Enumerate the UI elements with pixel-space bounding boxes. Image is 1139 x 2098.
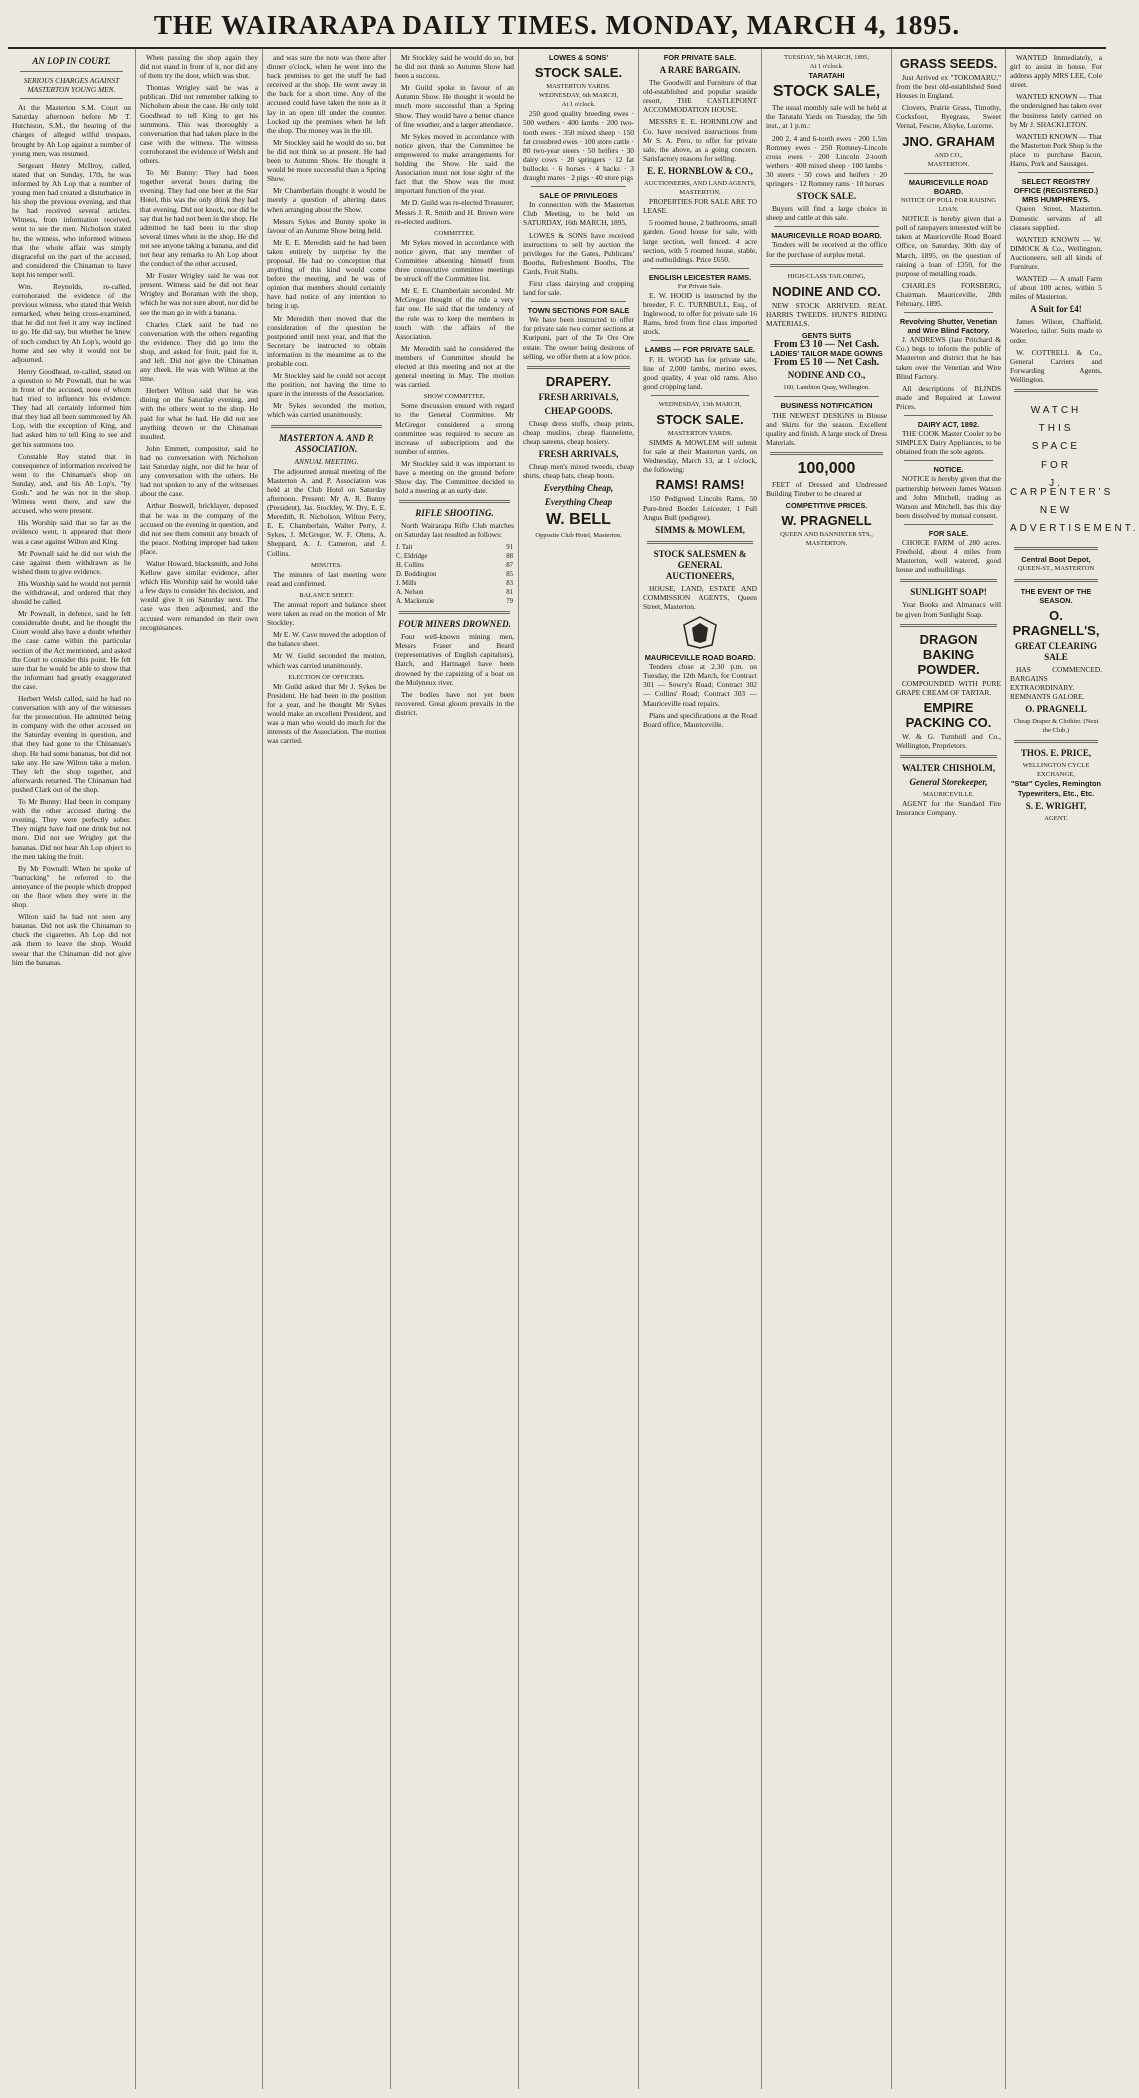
ad-heading: GENTS SUITS — [801, 330, 852, 340]
ad-heading: MAURICEVILLE ROAD BOARD. — [771, 231, 882, 241]
article-paragraph: Mr D. Guild was re-elected Treasurer; Messrs J. R. Smith and H. Brown were re-elected auditors. — [395, 198, 514, 226]
ad-paragraph: Buyers will find a large choice in sheep and cattle at this sale. — [766, 204, 887, 223]
agent-name: E. E. HORNBLOW & CO., — [647, 165, 753, 176]
shooter-name: H. Collins — [396, 561, 424, 569]
ad-heading: TARATAHI — [808, 71, 845, 81]
article-paragraph: Mr Sykes moved in accordance with notice given, that any member of Committee absenting himself from three consecutive committee meetings be struck off the Committee list. — [395, 237, 514, 284]
article-paragraph: The adjourned annual meeting of the Masterton A. and P. Association was held at the Club Hotel on Saturday afternoon. Present: Mr A. R. Bunny (President), Jas. Stockley, W. Dry, E. E. Meredith, R. Nicholson, Wilton Perry, E. E. Chamberlain, Walter Perry, J. Sykes, J. McGregor, W. F. Ohms, A. Sheppard, A. J. Cameron, and J. Collins. — [267, 466, 386, 558]
article-paragraph: Constable Roy stated that in consequence of information received he went to the Chinaman's shop on Sunday, and, and his Ah Lop's, "by Gosh." and he was not in the shop. Witness went there, and saw the accused, who were present. — [12, 451, 131, 516]
column-8 — [892, 49, 1006, 2089]
miners-headline: FOUR MINERS DROWNED. — [398, 619, 511, 630]
ad-heading: FOR PRIVATE SALE. — [663, 53, 737, 62]
classified-ad: WANTED KNOWN — That the undersigned has taken over the business lately carried on by Mr J. SHACKLETON. — [1010, 92, 1102, 129]
ad-paragraph: The Goodwill and Furniture of that old-established and popular seaside resort, THE CASTLEPOINT ACCOMMODATION HOUSE. — [643, 78, 757, 115]
column-3 — [263, 49, 391, 2089]
article-paragraph: Mr Pownall said he did not wish the case against them withdrawn as he wished them to give evidence. — [12, 548, 131, 576]
draper-name: O. PRAGNELL'S, — [1012, 607, 1100, 638]
column-9 — [1006, 49, 1139, 2089]
ad-subheading: MASTERTON. — [927, 160, 970, 168]
rifle-score-row — [395, 579, 514, 588]
article-paragraph: To Mr Bunny: They had been together several hours during the evening. They had one beer at the Star Hotel, this was the only drink they had that evening. Did not knock, nor did he say that he had not been in the shop. He admitted he had been in the shop several times when in the shop. He did not see anyone taking a banana, and did not hear any remarks to Ah Lop about the conduct of the other accused. — [140, 168, 258, 269]
annual-meeting-subhead: ANNUAL MEETING. — [294, 456, 359, 466]
classified-ad: WANTED — A small Farm of about 100 acres, within 5 miles of Masterton. — [1010, 274, 1102, 302]
agent-name: STOCK SALESMEN & GENERAL AUCTIONEERS, — [653, 548, 747, 581]
ad-heading: General Storekeeper, — [909, 776, 988, 787]
grass-seeds-heading: GRASS SEEDS. — [899, 56, 998, 71]
classified-ad: James Wilson, Chaffield, Waterloo, tailor. Suits made to order. — [1010, 317, 1102, 345]
ad-paragraph: HOUSE, LAND, ESTATE AND COMMISSION AGENTS, Queen Street, Masterton. — [643, 583, 757, 611]
article-paragraph: Four well-known mining men, Messrs Fraser and Beard (representatives of English capitalists), Hatch, and Hartnagel have been drowned by the capsizing of a boat on the Molyneux river. — [395, 632, 514, 687]
rifle-score-row — [395, 570, 514, 579]
shooter-name: J. Tait — [396, 543, 413, 551]
divider — [651, 268, 749, 269]
divider — [651, 395, 749, 396]
divider — [900, 624, 997, 627]
ad-paragraph: Tenders close at 2.30 p.m. on Tuesday, the 12th March, for Contract 301 — Sowry's Road; Contract 302 — Collins' Road; Contract 303 — Mauriceville road repairs. — [643, 662, 757, 708]
shooter-name: C. Eldridge — [396, 552, 428, 560]
ad-paragraph: J. ANDREWS (late Pritchard & Co.) begs to inform the public of Masterton and district that he has taken over the Venetian and Wire Blind Factory. — [896, 335, 1001, 381]
divider — [1018, 172, 1094, 173]
ad-paragraph: FEET of Dressed and Undressed Building Timber to be cleared at — [766, 479, 887, 498]
ad-subheading: MASTERTON YARDS. — [667, 430, 733, 437]
article-paragraph: His Worship said he would not permit the withdrawal, and ordered that they should be called. — [12, 578, 131, 607]
ad-heading: "Star" Cycles, Remington Typewriters, Etc., Etc. — [1011, 779, 1101, 798]
ad-subheading: MASTERTON YARDS. — [546, 83, 611, 91]
article-paragraph: Mr E. W. Cave moved the adoption of the balance sheet. — [267, 630, 386, 649]
ad-paragraph: All descriptions of BLINDS made and Repaired at Lowest Prices. — [896, 383, 1001, 411]
shooter-score: 88 — [506, 552, 513, 560]
divider — [271, 425, 382, 428]
ad-subheading: HIGH-CLASS TAILORING, — [787, 272, 866, 280]
article-paragraph: Mr Meredith then moved that the consideration of the question be postponed until next year, and that the Secretary be instructed to obtain information in the meantime as to the probable cost. — [267, 313, 386, 368]
article-paragraph: Mr Sykes moved in accordance with notice given, that the Committee be empowered to make arrangements for holding the Show. He said the Association must not lose sight of the fact that the Show was the most important function of the year. — [395, 131, 514, 196]
association-headline: MASTERTON A. AND P. ASSOCIATION. — [279, 432, 374, 454]
masthead: THE WAIRARAPA DAILY TIMES. MONDAY, MARCH 4, 1895. — [8, 6, 1106, 49]
ad-heading: ENGLISH LEICESTER RAMS. — [648, 272, 752, 282]
article-paragraph: To Mr Bunny: Had been in company with the other accused during the evening. They were perfectly sober. They might have had one drink but not more. Did not see Wrigley get the bananas. Did not hear Ah Lop object to the men taking the fruit. — [12, 797, 131, 861]
baking-powder-heading: DRAGON BAKING POWDER. — [917, 631, 980, 677]
spaced-word: ADVERTISEMENT. — [1010, 523, 1139, 535]
rifle-headline: RIFLE SHOOTING. — [415, 508, 494, 519]
shooter-score: 91 — [506, 543, 513, 551]
ad-paragraph: Tenders will be received at the office for the purchase of surplus metal. — [766, 240, 887, 259]
divider — [531, 186, 626, 187]
divider — [904, 312, 993, 313]
ad-heading: TOWN SECTIONS FOR SALE — [527, 306, 630, 316]
ad-paragraph: 5 roomed house, 2 bathrooms, small garden. Good house for sale, with large section, well fenced. 4 acre section, with 5 roomed house, stable, and outbuildings. Price £650. — [643, 218, 757, 264]
ad-paragraph: W. & G. Turnbull and Co., Wellington, Proprietors. — [896, 731, 1001, 750]
rifle-scores-table — [395, 543, 514, 607]
column-2 — [136, 49, 263, 2089]
ad-paragraph: Clovers, Prairie Grass, Timothy, Cocksfoot, Ryegrass, Sweet Vernal, Fescue, Alsyke, Lucerne. — [896, 103, 1001, 131]
court-headline: AN LOP IN COURT. — [32, 56, 111, 66]
article-paragraph: Mr Stockley said he would do so, but he did not think so Autumn Show had been a success. — [395, 53, 514, 81]
rifle-score-row — [395, 597, 514, 606]
article-paragraph: Messrs Sykes and Bunny spoke in favour of an Autumn Show being held. — [267, 216, 386, 235]
classified-ad: Queen Street, Masterton. Domestic servants of all classes supplied. — [1010, 204, 1102, 232]
rifle-score-row — [395, 561, 514, 570]
ad-heading: FRESH ARRIVALS, — [538, 449, 619, 459]
classified-ad: WANTED Immediately, a girl to assist in house. For address apply MRS LEE, Cole street. — [1010, 53, 1102, 90]
stock-entries: 250 good quality breeding ewes · 500 wethers · 400 lambs · 200 two-tooth ewes · 350 mixed sheep · 150 fat crossbred ewes · 100 store cattle · 80 two-year steers · 50 heifers · 30 dairy cows · 20 springers · 12 fat bullocks · 6 horses · 4 hacks · 3 draught mares · 2 pigs · 40 store pigs — [523, 109, 634, 183]
article-paragraph: Sergeant Henry McIlroy, called, stated that on Sunday, 17th, he was informed by Ah Lop that a number of young men had created a disturbance in his shop the previous evening, and that he had received several articles. Witness, from information received, went to see the men. Nicholson stated he, the witness, who informed witness that the whole affair was simply disgraceful on the part of the accused, and considered the Chinaman to have kept his temper well. — [12, 160, 131, 279]
ad-paragraph: E. W. HOOD is instructed by the breeder, F. C. TURNBULL, Esq., of Inglewood, to offer for private sale 16 Rams, bred from first class imported stock. — [643, 290, 757, 337]
advertiser-name: S. E. WRIGHT, — [1025, 800, 1087, 811]
crest-icon — [680, 615, 720, 649]
ad-paragraph: NOTICE is hereby given that the partnership between James Watson and John Mitchell, trading as Watson and Mitchell, has this day been dissolved by mutual consent. — [896, 474, 1001, 520]
suit-heading: A Suit for £4! — [1030, 304, 1082, 315]
price-display: From £5 10 — Net Cash. — [773, 357, 880, 369]
column-4 — [391, 49, 519, 2089]
divider — [774, 396, 879, 397]
divider — [770, 452, 883, 455]
spaced-word: WATCH — [1030, 405, 1082, 416]
ad-paragraph: Just Arrived ex "TOKOMARU," from the best old-established Seed Houses in England. — [896, 73, 1001, 101]
ad-paragraph: The usual monthly sale will be held at the Taratahi Yards on Tuesday, the 5th inst., at 1 p.m.: — [766, 103, 887, 131]
ad-subheading: WEDNESDAY, 13th MARCH, — [658, 400, 742, 408]
storekeeper-name: WALTER CHISHOLM, — [901, 762, 996, 773]
rifle-score-row — [395, 552, 514, 561]
ad-subheading: MASTERTON. — [679, 189, 721, 197]
ad-subheading: TUESDAY, 5th MARCH, 1895, — [784, 54, 869, 61]
article-paragraph: Thomas Wrigley said he was a publican. Did not remember talking to Nicholson about the case. He only told Goodhead to tell King to get his summons. This was thoroughly a conversation that had taken place in the case with the witness. The witness corroborated the evidence of Welsh and others. — [140, 83, 258, 166]
article-paragraph: Walter Howard, blacksmith, and John Kellow gave similar evidence, after which His Worship said he would take a few days to consider his decision, and would give it on Saturday next. The case was then adjourned, and the accused were remanded on their own recognisances. — [140, 558, 258, 632]
ad-paragraph: Cheap men's mixed tweeds, cheap shirts, cheap hats, cheap boots. — [523, 462, 634, 481]
ad-heading: LOWES & SONS' — [548, 53, 609, 62]
shooter-name: A. Mackenzie — [396, 598, 435, 606]
drapery-heading: DRAPERY. — [545, 373, 612, 389]
tailor-address: 160, Lambton Quay, Wellington. — [783, 384, 870, 392]
ad-heading: CHEAP GOODS. — [544, 405, 613, 416]
ad-subheading: QUEEN-ST., MASTERTON — [1017, 565, 1095, 573]
article-paragraph: The minutes of last meeting were read and confirmed. — [267, 569, 386, 588]
column-7 — [762, 49, 892, 2089]
ad-paragraph: We have been instructed to offer for private sale two corner sections at Kuripuni, part of the Te Ore Ore estate. The owner being desirous of selling, we offer them at a low price. — [523, 315, 634, 361]
spaced-word: THIS — [1038, 423, 1074, 435]
divider — [904, 524, 993, 525]
ad-paragraph: 150 Pedigreed Lincoln Rams, 50 Pure-bred Border Leicester, 1 Full Angus Bull (pedigree). — [643, 494, 757, 522]
price-display: From £3 10 — Net Cash. — [773, 339, 880, 351]
ad-heading: Everything Cheap, — [543, 483, 614, 494]
ad-heading: FOR SALE. — [928, 528, 969, 538]
stock-sale-heading: STOCK SALE, — [772, 83, 881, 101]
classified-ad: W. COTTRELL & Co., General Carriers and Forwarding Agents, Wellington. — [1010, 347, 1102, 384]
column-6 — [639, 49, 762, 2089]
ad-subheading: At 1 o'clock. — [561, 101, 596, 109]
article-paragraph: Herbert Wilton said that he was dining on the Saturday evening, and with the others went to the shop. He paid for what he had. He did not see anything thrown or the Chinaman insulted. — [140, 386, 258, 441]
advertiser-name: THOS. E. PRICE, — [1020, 748, 1092, 759]
ad-paragraph: CHARLES FORSBERG, Chairman. Mauriceville, 28th February, 1895. — [896, 280, 1001, 308]
timber-quantity: 100,000 — [797, 459, 856, 477]
section-label: ELECTION OF OFFICERS. — [288, 673, 365, 681]
stock-entries: 200 2, 4 and 6-tooth ewes · 200 1.5m Romney ewes · 250 Romney-Lincoln cross ewes · 200 Lincoln 2-tooth wethers · 400 mixed sheep · 100 lambs · 30 steers · 50 cows and heifers · 20 springers · 12 Romney rams · 10 horses — [766, 133, 887, 189]
ad-paragraph: SIMMS & MOWLEM will submit for sale at their Masterton yards, on Wednesday, March 13, at 1 o'clock, the following: — [643, 438, 757, 475]
ad-heading: THE EVENT OF THE SEASON. — [1020, 586, 1092, 605]
article-paragraph: When passing the shop again they did not stand in front of it, nor did any of them try the door, which was shut. — [140, 53, 258, 81]
classified-ad: WANTED KNOWN — W. DIMOCK & Co., Wellington, Auctioneers, sell all kinds of Furniture. — [1010, 234, 1102, 271]
article-paragraph: Mr W. Guild seconded the motion, which was carried unanimously. — [267, 651, 386, 670]
ad-subheading: AND CO., — [934, 151, 963, 159]
divider — [904, 415, 993, 416]
ad-heading: STOCK SALE. — [796, 191, 857, 202]
article-paragraph: and was sure the note was there after dinner o'clock, when he went into the back premises to get the stuff he had received at the shop. He went away in the back for a short time. Any of the accused could have taken the note as it lay in an open till under the counter. Locked up the premises when he left the shop. The money was in the till. — [267, 53, 386, 135]
spaced-word: FOR — [1040, 459, 1072, 471]
section-label: MINUTES. — [311, 561, 342, 569]
rifle-score-row — [395, 543, 514, 552]
divider — [527, 366, 630, 369]
packing-co-heading: EMPIRE PACKING CO. — [905, 699, 992, 730]
shooter-score: 83 — [506, 579, 513, 587]
divider — [1014, 579, 1098, 582]
article-paragraph: Mr Guild spoke in favour of an Autumn Show. He thought it would be much more successful than a Spring Show. They would have a better chance of fine weather, and a larger attendance. — [395, 83, 514, 129]
ad-heading: DAIRY ACT, 1892. — [917, 420, 980, 429]
advertiser-address: QUEEN AND BANNISTER STS., MASTERTON. — [780, 531, 873, 548]
ad-paragraph: LOWES & SONS have received instructions to sell by auction the privileges for the Gates, Publicans' Booths, Refreshment Booths, The Cards, Fruit Stalls. — [523, 230, 634, 276]
ad-subheading: For Private Sale. — [677, 282, 723, 290]
article-paragraph: Mr Stockley said he could not accept the position, not having the time to spare in the interests of the Association. — [267, 371, 386, 399]
ad-paragraph: NEW STOCK ARRIVED. REAL HARRIS TWEEDS. HUNT'S RIDING MATERIALS. — [766, 300, 887, 328]
ad-heading: FRESH ARRIVALS, — [538, 391, 619, 402]
tailor-name: NODINE AND CO. — [772, 283, 881, 299]
article-paragraph: Charles Clark said he had no conversation with the others regarding the evidence. They did go into the shop, and asked for fruit, paid for it, and left. Did not give the Chinaman any cheek. He was with Wilton at the time. — [140, 319, 258, 384]
divider — [774, 226, 879, 227]
article-paragraph: John Emmett, compositor, said he had no conversation with Nicholson last Saturday night, nor did he hear of any conversation with the others. He had not spoken to any of the witnesses about the case. — [140, 443, 258, 499]
ad-paragraph: AGENT for the Standard Fire Insurance Company. — [896, 799, 1001, 818]
ad-subheading: AGENT. — [1044, 814, 1068, 822]
spaced-word: NEW — [1039, 505, 1073, 517]
divider — [904, 173, 993, 174]
article-paragraph: Wm. Reynolds, re-called, corroborated the evidence of the previous witness, who stated that Welsh remarked, when being cross-examined, that he did not feel it any way inclined to go. He did say, but whether he knew of such conduct by Ah Lop's, would go home and see why it would not be adjourned. — [12, 281, 131, 364]
advertiser-name: W. PRAGNELL — [781, 513, 872, 529]
advertiser-name: W. BELL — [546, 511, 611, 529]
article-paragraph: By Mr Pownall: When he spoke of "barracking" he referred to the annoyance of the people which dropped on the floor when they were in the shop. — [12, 863, 131, 910]
divider — [20, 71, 123, 72]
ad-paragraph: COMPOUNDED WITH PURE GRAPE CREAM OF TARTAR. — [896, 678, 1001, 697]
divider — [900, 755, 997, 758]
ad-heading: Central Boot Depot, — [1021, 555, 1091, 565]
ad-paragraph: NOTICE is hereby given that a poll of ratepayers interested will be taken at Mauriceville Road Board Office, on Saturday, 30th day of March, 1895, on the question of raising a loan of £350, for the purpose of metalling roads. — [896, 214, 1001, 278]
rams-heading: RAMS! RAMS! — [655, 477, 745, 493]
soap-heading: SUNLIGHT SOAP! — [910, 587, 987, 598]
spaced-word: J. CARPENTER'S — [1010, 477, 1114, 498]
divider — [20, 98, 123, 99]
shooter-name: D. Boddington — [396, 570, 437, 578]
divider — [770, 264, 883, 267]
ad-subheading: WEDNESDAY, 6th MARCH, — [538, 92, 619, 100]
article-paragraph: Henry Goodhead, re-called, stated on a question to Mr Pownall, that he was in front of the accused, none of whom had tried to influence his evidence. They had all certainly informed him that they had all been summoned by Ah Lop, with the exception of King, and had asked him to tell King to see and get his summons too. — [12, 366, 131, 449]
divider — [399, 611, 510, 614]
ad-heading: Everything Cheap — [544, 497, 613, 508]
ad-subheading: Cheap Draper & Clothier. (Next the Club.) — [1013, 718, 1099, 735]
ad-paragraph: MESSRS E. E. HORNBLOW and Co. have received instructions from Mr S. A. Pero, to offer for private sale, the above, as a going concern. Satisfactory reasons for selling. — [643, 117, 757, 163]
ad-paragraph: PROPERTIES FOR SALE ARE TO LEASE. — [643, 197, 757, 216]
article-paragraph: Mr Guild asked that Mr J. Sykes be President. He had been in the position for a year, and he thought Mr Sykes would make an excellent President, and was a man who would do much for the interests of the Association. The motion was carried. — [267, 681, 386, 746]
agent-name: SIMMS & MOWLEM, — [655, 524, 745, 535]
ad-heading: SELECT REGISTRY OFFICE (REGISTERED.) MRS HUMPHREYS. — [1013, 177, 1099, 205]
divider — [1014, 389, 1098, 392]
ad-heading: BUSINESS NOTIFICATION — [780, 401, 873, 411]
divider — [647, 541, 753, 544]
article-paragraph: Herbert Welsh called, said he had no conversation with any of the witnesses for the prosecution. He admitted being in company with the other accused on the Saturday evening in question, and that they had gone to the Chinaman's shop. He had some bananas, but did not take any. He saw Wilton take a melon. They left the shop together, and afterwards returned. The Chinaman had pushed Clark out of the shop. — [12, 694, 131, 794]
article-paragraph: Mr E. E. Chamberlain seconded. Mr McGregor thought of the rule a very fair one. He said that the tendency of the rule was to keep the members in touch with the affairs of the Association. — [395, 286, 514, 341]
divider — [399, 500, 510, 503]
article-paragraph: Mr Foster Wrigley said he was not present. Witness said he did not hear Wrigley and Boraman with the shop, which he was not sure about, nor did he see the man go in with a banana. — [140, 271, 258, 317]
ad-heading: MAURICEVILLE ROAD BOARD. — [644, 653, 756, 663]
article-paragraph: Mr Pownall, in defence, said he felt considerable doubt, and he thought the Court would also have a doubt whether the case came within the particular section of the Act mentioned, and asked the Court to consider this point. He felt sure that he would be able to show that the informant had greatly exaggerated the case. — [12, 609, 131, 691]
section-label: COMMITTEE. — [434, 229, 475, 237]
ad-heading: NOTICE. — [933, 465, 964, 475]
article-paragraph: Mr E. E. Meredith said he had been taken entirely by surprise by the proposal. He had no conception that anything of this kind would come before the meeting, and he was of opinion that members should certainly have had notice of any intention to bring it up. — [267, 237, 386, 311]
ad-heading: LAMBS — FOR PRIVATE SALE. — [644, 345, 756, 355]
spaced-word: SPACE — [1031, 441, 1081, 453]
ad-heading: COMPETITIVE PRICES. — [785, 501, 868, 511]
article-paragraph: Wilton said he had not seen any bananas. Did not ask the Chinaman to chuck the cigarettes. Ah Lop did not ask them to leave the shop. Would swear that the Chinaman did not give him the bananas. — [12, 912, 131, 967]
ad-paragraph: THE COOK Master Cooler to be SIMPLEX Dairy Appliances, to be obtained from the sole agents. — [896, 429, 1001, 457]
shooter-name: J. Mills — [396, 579, 417, 587]
article-paragraph: North Wairarapa Rifle Club matches on Saturday last resulted as follows: — [395, 521, 514, 540]
shooter-score: 87 — [506, 561, 513, 569]
ad-paragraph: First class dairying and cropping land for sale. — [523, 278, 634, 298]
stock-sale-heading: STOCK SALE. — [656, 412, 744, 427]
divider — [651, 340, 749, 341]
shooter-name: A. Nelson — [396, 588, 424, 596]
classified-ad: HAS COMMENCED. BARGAINS EXTRAORDINARY. REMNANTS GALORE. — [1010, 664, 1102, 701]
ad-heading: SALE OF PRIVILEGES — [539, 191, 618, 201]
article-paragraph: Arthur Boswell, bricklayer, deposed that he was in the company of the accused on the evening in question, and did not see them commit any breach of the peace. Nothing improper had taken place. — [140, 501, 258, 556]
article-paragraph: Mr Meredith said he considered the members of Committee should be elected at this meeting and not at the general meeting in May. The motion was carried. — [395, 343, 514, 390]
watch-this-space-ad — [1010, 405, 1139, 535]
divider — [1014, 740, 1098, 743]
columns — [8, 49, 1139, 2089]
divider — [904, 460, 993, 461]
ad-paragraph: Cheap dress stuffs, cheap prints, cheap muslins, cheap flannelette, cheap sateens, cheap hosiery. — [523, 418, 634, 446]
merchant-name: JNO. GRAHAM — [902, 133, 995, 149]
ad-paragraph: F. H. WOOD has for private sale, line of 2,000 lambs, merino ewes, good quality, 4 year old rams. Also good cropping land. — [643, 354, 757, 391]
article-paragraph: Mr Stockley said he would do so, but he did not think so at present. He had been to Autumn Show. He thought it would be more successful than a Spring Show. — [267, 137, 386, 184]
ad-heading: LADIES' TAILOR MADE GOWNS — [770, 349, 883, 359]
court-subheadline: SERIOUS CHARGES AGAINST MASTERTON YOUNG MEN. — [23, 76, 120, 95]
shooter-score: 81 — [506, 588, 513, 596]
section-label: BALANCE SHEET. — [299, 591, 354, 599]
draper-name: O. PRAGNELL — [1025, 704, 1087, 715]
classified-ad: WANTED KNOWN — That the Masterton Pork Shop is the place to purchase Bacon, Hams, Pork and Sausages. — [1010, 131, 1102, 169]
ad-heading: MAURICEVILLE ROAD BOARD. — [908, 177, 989, 196]
column-1 — [8, 49, 136, 2089]
article-paragraph: His Worship said that so far as the evidence went, it appeared that there was a case against Wilton and King. — [12, 518, 131, 546]
article-paragraph: The bodies have not yet been recovered. Great gloom prevails in the district. — [395, 689, 514, 717]
ad-paragraph: In connection with the Masterton Club Meeting, to be held on SATURDAY, 16th MARCH, 1895, — [523, 200, 634, 228]
advertiser-address: Opposite Club Hotel, Masterton. — [535, 532, 622, 540]
article-paragraph: Some discussion ensued with regard to the General Committee. Mr McGregor considered a strong committee was required to secure an increase of subscriptions and the number of entries. — [395, 401, 514, 456]
stock-sale-heading: STOCK SALE. — [534, 65, 623, 81]
ad-subheading: WELLINGTON CYCLE EXCHANGE, — [1022, 762, 1090, 779]
article-paragraph: Mr Chamberlain thought it would be merely a question of altering dates when arranging about the Show. — [267, 186, 386, 214]
tailor-name: NODINE AND CO., — [787, 370, 866, 381]
ad-subheading: At 1 o'clock. — [809, 63, 844, 71]
column-5 — [519, 49, 639, 2089]
article-paragraph: The annual report and balance sheet were taken as read on the motion of Mr Stockley. — [267, 599, 386, 628]
article-paragraph: At the Masterton S.M. Court on Saturday afternoon before Mr T. Hutchison, S.M., the hearing of the charges of alleged wilful trespass, brought by Ah Lop against a number of young men, was resumed. — [12, 103, 131, 158]
ad-paragraph: Plans and specifications at the Road Board office, Mauriceville. — [643, 710, 757, 729]
article-paragraph: Mr Sykes seconded the motion, which was carried unanimously. — [267, 401, 386, 420]
ad-heading: A RARE BARGAIN. — [659, 65, 741, 76]
shooter-score: 85 — [506, 570, 513, 578]
ad-paragraph: THE NEWEST DESIGNS in Blouse and Skirts for the season. Excellent quality and finish. A large stock of Dress Materials. — [766, 410, 887, 447]
rifle-score-row — [395, 588, 514, 597]
divider — [900, 579, 997, 582]
ad-subheading: MAURICEVILLE. — [922, 790, 975, 798]
shooter-score: 79 — [506, 598, 513, 606]
ad-paragraph: CHOICE FARM of 280 acres. Freehold, about 4 miles from Masterton, well watered, good house and outbuildings. — [896, 538, 1001, 575]
section-label: SHOW COMMITTEE. — [423, 393, 486, 401]
article-paragraph: Mr Stockley said it was important to have a meeting on the ground before Show day. The Committee decided to hold a meeting at an early date. — [395, 458, 514, 496]
ad-subheading: AUCTIONEERS, AND LAND AGENTS, — [644, 179, 756, 187]
ad-paragraph: Year Books and Almanacs will be given from Sunlight Soap. — [896, 600, 1001, 619]
ad-subheading: NOTICE OF POLL FOR RAISING LOAN. — [900, 196, 996, 214]
divider — [1014, 547, 1098, 550]
clearing-sale-heading: GREAT CLEARING SALE — [1015, 640, 1097, 662]
divider — [531, 301, 626, 302]
ad-heading: Revolving Shutter, Venetian and Wire Blind Factory. — [899, 317, 998, 336]
